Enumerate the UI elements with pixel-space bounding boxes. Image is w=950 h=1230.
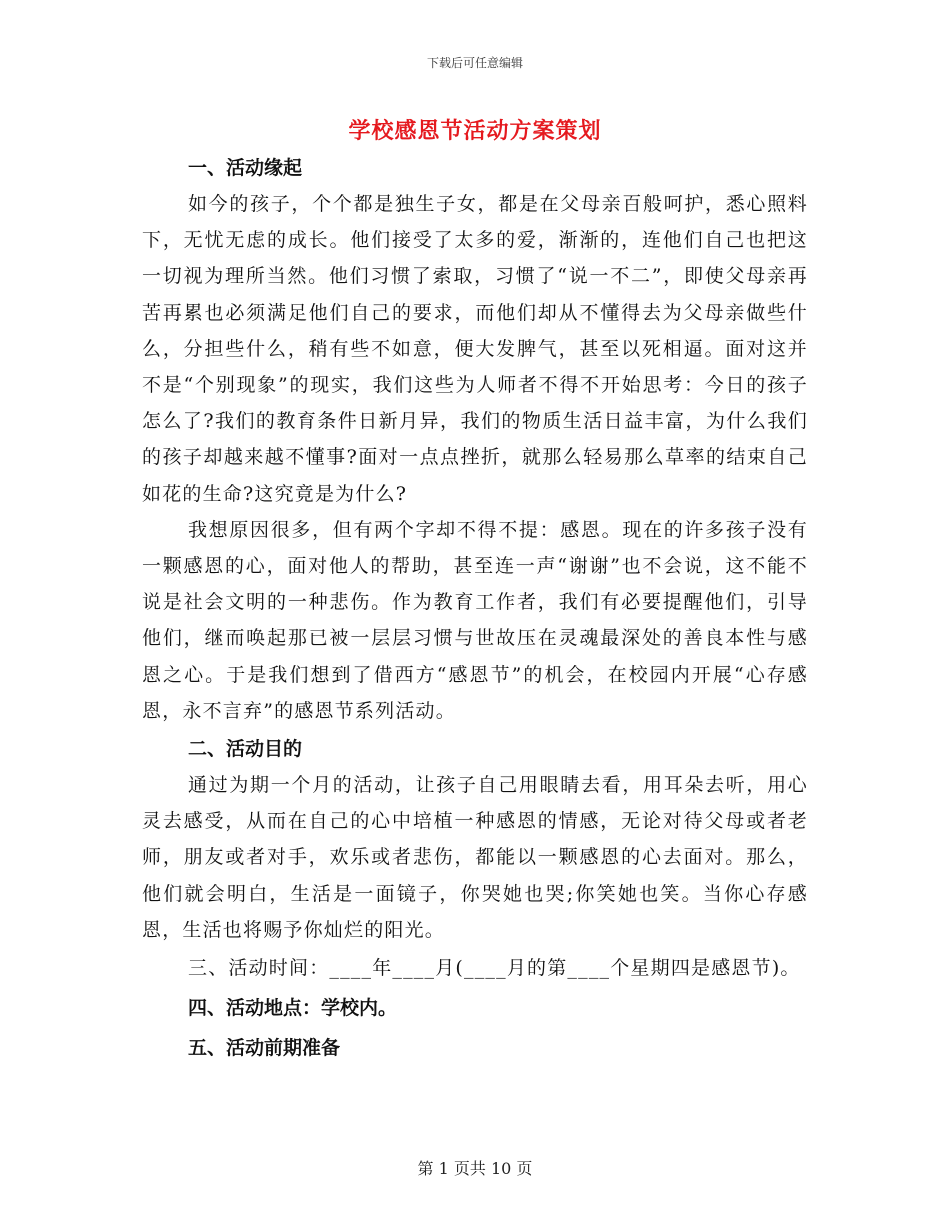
header-note: 下载后可任意编辑 xyxy=(426,56,523,70)
section-heading-preparation: 五、活动前期准备 xyxy=(188,1037,341,1060)
paragraph-purpose: 通过为期一个月的活动，让孩子自己用眼睛去看，用耳朵去听，用心灵去感受，从而在自己的心中培植一种感恩的情感，无论对待父母或者老师，朋友或者对手，欢乐或者悲伤，都能以一颗感恩的心去面对。那么，他们就会明白，生活是一面镜子，你哭她也哭;你笑她也笑。当你心存感恩，生活也将赐予你灿烂的阳光。 xyxy=(142,774,808,941)
section-heading-location: 四、活动地点：学校内。 xyxy=(188,997,398,1020)
paragraph-origin-1: 如今的孩子，个个都是独生子女，都是在父母亲百般呵护，悉心照料下，无忧无虑的成长。他们接受了太多的爱，渐渐的，连他们自己也把这一切视为理所当然。他们习惯了索取，习惯了“说一不二”，即使父母亲再苦再累也必须满足他们自己的要求，而他们却从不懂得去为父母亲做些什么，分担些什么，稍有些不如意，便大发脾气，甚至以死相逼。面对这并不是“个别现象”的现实，我们这些为人师者不得不开始思考：今日的孩子怎么了?我们的教育条件日新月异，我们的物质生活日益丰富，为什么我们的孩子却越来越不懂事?面对一点点挫折，就那么轻易那么草率的结束自己如花的生命?这究竟是为什么? xyxy=(142,193,808,505)
section-heading-purpose: 二、活动目的 xyxy=(188,738,303,761)
paragraph-time: 三、活动时间：____年____月(____月的第____个星期四是感恩节)。 xyxy=(188,957,801,980)
page-footer: 第 1 页共 10 页 xyxy=(417,1159,533,1178)
document-title: 学校感恩节活动方案策划 xyxy=(348,118,602,144)
document-body xyxy=(142,150,808,1066)
paragraph-origin-2: 我想原因很多，但有两个字却不得不提：感恩。现在的许多孩子没有一颗感恩的心，面对他人的帮助，甚至连一声“谢谢”也不会说，这不能不说是社会文明的一种悲伤。作为教育工作者，我们有必要提醒他们，引导他们，继而唤起那已被一层层习惯与世故压在灵魂最深处的善良本性与感恩之心。于是我们想到了借西方“感恩节”的机会，在校园内开展“心存感恩，永不言弃”的感恩节系列活动。 xyxy=(142,518,808,722)
section-heading-origin: 一、活动缘起 xyxy=(188,157,303,179)
